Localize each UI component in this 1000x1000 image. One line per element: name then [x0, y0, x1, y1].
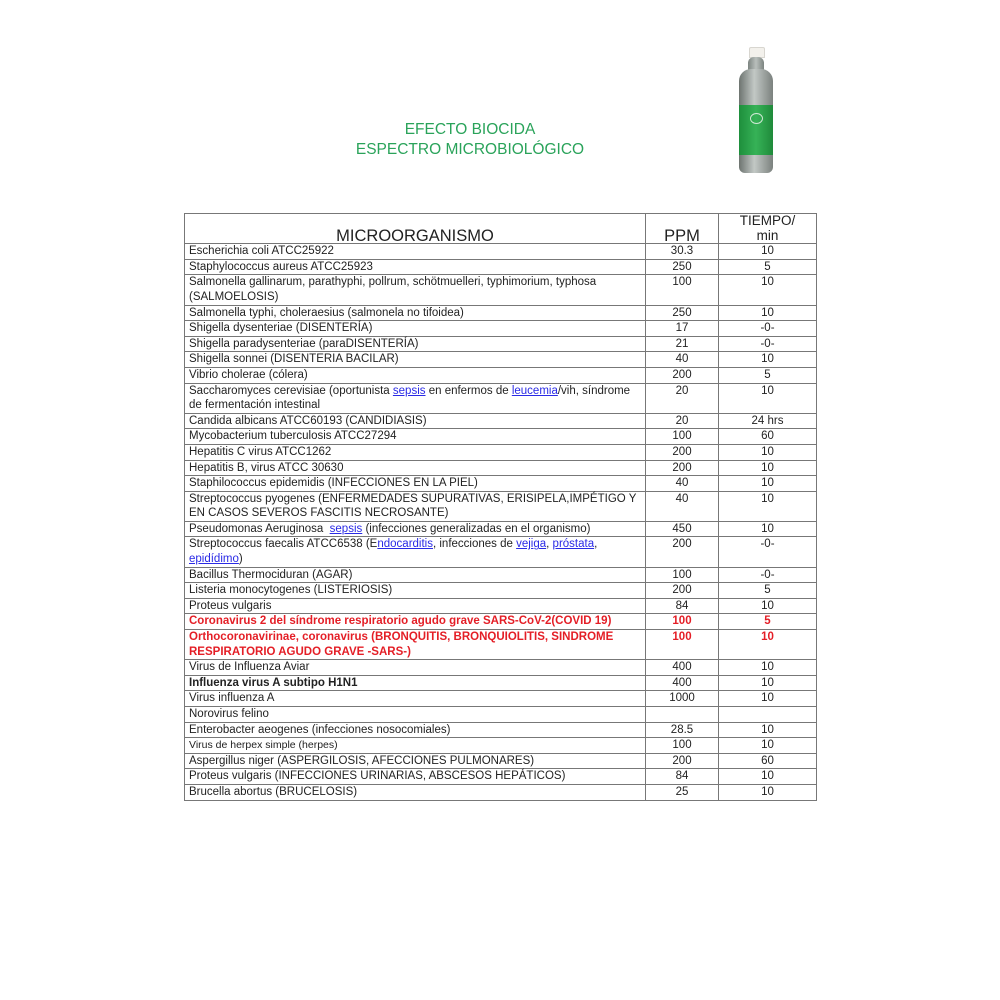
- table-header-row: [185, 214, 817, 244]
- microorganism-cell: Proteus vulgaris: [185, 598, 646, 614]
- ppm-cell: 40: [646, 476, 719, 492]
- link-prostata[interactable]: próstata: [552, 538, 595, 551]
- link-endocarditis[interactable]: ndocarditis: [377, 538, 433, 551]
- microorganism-cell: Orthocoronavirinae, coronavirus (BRONQUITIS, BRONQUIOLITIS, SINDROME RESPIRATORIO AGUDO GRAVE -SARS-): [185, 630, 646, 660]
- table-row: [185, 753, 817, 769]
- microorganism-cell: Shigella sonnei (DISENTERIA BACILAR): [185, 352, 646, 368]
- microorganism-cell: Proteus vulgaris (INFECCIONES URINARIAS, ABSCESOS HEPÁTICOS): [185, 769, 646, 785]
- table-row: [185, 413, 817, 429]
- microorganism-cell: Escherichia coli ATCC25922: [185, 244, 646, 260]
- table-row: [185, 444, 817, 460]
- ppm-cell: 17: [646, 321, 719, 337]
- microorganism-cell: Norovirus felino: [185, 707, 646, 723]
- time-cell: 10: [719, 521, 817, 537]
- ppm-cell: 20: [646, 383, 719, 413]
- ppm-cell: [646, 707, 719, 723]
- microorganism-cell: Staphilococcus epidemidis (INFECCIONES EN LA PIEL): [185, 476, 646, 492]
- column-header-ppm: PPM: [646, 214, 719, 244]
- microorganism-cell: Candida albicans ATCC60193 (CANDIDIASIS): [185, 413, 646, 429]
- microorganism-cell: [185, 521, 646, 537]
- ppm-cell: 40: [646, 352, 719, 368]
- ppm-cell: 40: [646, 491, 719, 521]
- table-row: [185, 244, 817, 260]
- microorganism-cell: Listeria monocytogenes (LISTERIOSIS): [185, 583, 646, 599]
- time-cell: 10: [719, 691, 817, 707]
- microorganism-cell: [185, 383, 646, 413]
- table-row: [185, 738, 817, 754]
- microorganism-cell: Shigella paradysenteriae (paraDISENTERÍA): [185, 336, 646, 352]
- time-header-line1: TIEMPO/: [739, 213, 796, 228]
- time-cell: 10: [719, 769, 817, 785]
- time-cell: 10: [719, 675, 817, 691]
- biocide-spectrum-table: [184, 213, 817, 801]
- table-row-highlighted: [185, 630, 817, 660]
- microorganism-cell: Salmonella typhi, choleraesius (salmonela no tifoidea): [185, 305, 646, 321]
- time-cell: -0-: [719, 537, 817, 567]
- microorganism-cell: Staphylococcus aureus ATCC25923: [185, 259, 646, 275]
- microorganism-cell: Hepatitis B, virus ATCC 30630: [185, 460, 646, 476]
- ppm-cell: 100: [646, 275, 719, 305]
- text-fragment: Saccharomyces cerevisiae (oportunista: [189, 384, 393, 397]
- time-cell: 10: [719, 784, 817, 800]
- column-header-time: [719, 214, 817, 244]
- table-row: [185, 660, 817, 676]
- time-cell: 10: [719, 491, 817, 521]
- table-row: [185, 476, 817, 492]
- time-cell: 10: [719, 244, 817, 260]
- microorganism-cell: Salmonella gallinarum, parathyphi, pollrum, schötmuelleri, typhimorium, typhosa (SALMOELOSIS): [185, 275, 646, 305]
- table-row: [185, 722, 817, 738]
- microorganism-cell: Coronavirus 2 del síndrome respiratorio agudo grave SARS-CoV-2(COVID 19): [185, 614, 646, 630]
- table-row: [185, 367, 817, 383]
- time-cell: 10: [719, 476, 817, 492]
- ppm-cell: 250: [646, 259, 719, 275]
- time-cell: 10: [719, 722, 817, 738]
- table-row: [185, 583, 817, 599]
- time-cell: 5: [719, 614, 817, 630]
- table-row: [185, 598, 817, 614]
- microorganism-cell: Vibrio cholerae (cólera): [185, 367, 646, 383]
- microorganism-cell: Aspergillus niger (ASPERGILOSIS, AFECCIONES PULMONARES): [185, 753, 646, 769]
- ppm-cell: 200: [646, 583, 719, 599]
- ppm-cell: 100: [646, 630, 719, 660]
- table-row: [185, 383, 817, 413]
- link-vejiga[interactable]: vejiga: [516, 538, 547, 551]
- time-cell: 10: [719, 275, 817, 305]
- document-title: EFECTO BIOCIDA: [404, 121, 536, 138]
- microorganism-cell: Mycobacterium tuberculosis ATCC27294: [185, 429, 646, 445]
- disinfectant-bottle-icon: [738, 47, 774, 175]
- text-fragment: Pseudomonas Aeruginosa: [189, 522, 330, 535]
- ppm-cell: 200: [646, 367, 719, 383]
- text-fragment: , infecciones de: [432, 538, 517, 551]
- time-cell: 5: [719, 583, 817, 599]
- link-leucemia[interactable]: leucemia: [511, 384, 558, 397]
- table-row: [185, 521, 817, 537]
- ppm-cell: 100: [646, 429, 719, 445]
- ppm-cell: 25: [646, 784, 719, 800]
- microorganism-cell: Influenza virus A subtipo H1N1: [185, 675, 646, 691]
- time-cell: 5: [719, 367, 817, 383]
- time-cell: 60: [719, 753, 817, 769]
- text-fragment: /vih, síndrome de fermentación intestinal: [189, 384, 631, 412]
- microorganism-cell: Enterobacter aeogenes (infecciones nosocomiales): [185, 722, 646, 738]
- table-row: [185, 259, 817, 275]
- ppm-cell: 84: [646, 598, 719, 614]
- text-fragment: ,: [546, 538, 553, 551]
- text-fragment: Streptococcus faecalis ATCC6538 (E: [189, 538, 378, 551]
- text-fragment: ): [238, 553, 243, 566]
- ppm-cell: 200: [646, 460, 719, 476]
- table-row: [185, 675, 817, 691]
- time-cell: [719, 707, 817, 723]
- text-fragment: en enfermos de: [425, 384, 512, 397]
- time-cell: 10: [719, 444, 817, 460]
- table-row: [185, 691, 817, 707]
- ppm-cell: 28.5: [646, 722, 719, 738]
- text-fragment: (infecciones generalizadas en el organismo): [362, 522, 591, 535]
- time-cell: 10: [719, 630, 817, 660]
- ppm-cell: 100: [646, 738, 719, 754]
- ppm-cell: 450: [646, 521, 719, 537]
- time-cell: 10: [719, 598, 817, 614]
- microorganism-cell: [185, 537, 646, 567]
- document-subtitle: ESPECTRO MICROBIOLÓGICO: [355, 141, 585, 158]
- bottle-logo-icon: [750, 113, 763, 124]
- microorganism-cell: Virus de herpex simple (herpes): [185, 738, 646, 754]
- microorganism-cell: Streptococcus pyogenes (ENFERMEDADES SUPURATIVAS, ERISIPELA,IMPÉTIGO Y EN CASOS SEVEROS FASCITIS NECROSANTE): [185, 491, 646, 521]
- table-row: [185, 769, 817, 785]
- time-header-line2: min: [756, 227, 779, 243]
- time-cell: 5: [719, 259, 817, 275]
- microorganism-cell: Bacillus Thermociduran (AGAR): [185, 567, 646, 583]
- ppm-cell: 100: [646, 614, 719, 630]
- ppm-cell: 20: [646, 413, 719, 429]
- table-row: [185, 784, 817, 800]
- microorganism-cell: Virus de Influenza Aviar: [185, 660, 646, 676]
- table-row: [185, 460, 817, 476]
- table-row: [185, 336, 817, 352]
- link-epididimo[interactable]: epidídimo: [189, 553, 239, 566]
- ppm-cell: 100: [646, 567, 719, 583]
- table-row: [185, 305, 817, 321]
- table-row: [185, 429, 817, 445]
- microorganism-cell: Hepatitis C virus ATCC1262: [185, 444, 646, 460]
- time-cell: 10: [719, 660, 817, 676]
- time-cell: 60: [719, 429, 817, 445]
- time-cell: -0-: [719, 336, 817, 352]
- ppm-cell: 30.3: [646, 244, 719, 260]
- ppm-cell: 200: [646, 537, 719, 567]
- text-fragment: ,: [594, 538, 598, 551]
- time-cell: -0-: [719, 567, 817, 583]
- table-row: [185, 275, 817, 305]
- time-cell: 24 hrs: [719, 413, 817, 429]
- ppm-cell: 200: [646, 444, 719, 460]
- table-row: [185, 352, 817, 368]
- ppm-cell: 84: [646, 769, 719, 785]
- table-row: [185, 537, 817, 567]
- table-row: [185, 707, 817, 723]
- table-row: [185, 321, 817, 337]
- time-cell: 10: [719, 383, 817, 413]
- table-row: [185, 567, 817, 583]
- time-cell: -0-: [719, 321, 817, 337]
- time-cell: 10: [719, 738, 817, 754]
- link-sepsis[interactable]: sepsis: [329, 522, 363, 535]
- microorganism-cell: Brucella abortus (BRUCELOSIS): [185, 784, 646, 800]
- time-cell: 10: [719, 460, 817, 476]
- table-row-highlighted: [185, 614, 817, 630]
- link-sepsis[interactable]: sepsis: [392, 384, 426, 397]
- microorganism-cell: Virus influenza A: [185, 691, 646, 707]
- column-header-microorganism: MICROORGANISMO: [185, 214, 646, 244]
- ppm-cell: 400: [646, 660, 719, 676]
- time-cell: 10: [719, 305, 817, 321]
- ppm-cell: 1000: [646, 691, 719, 707]
- microorganism-cell: Shigella dysenteriae (DISENTERÍA): [185, 321, 646, 337]
- ppm-cell: 200: [646, 753, 719, 769]
- ppm-cell: 400: [646, 675, 719, 691]
- ppm-cell: 250: [646, 305, 719, 321]
- table-row: [185, 491, 817, 521]
- ppm-cell: 21: [646, 336, 719, 352]
- time-cell: 10: [719, 352, 817, 368]
